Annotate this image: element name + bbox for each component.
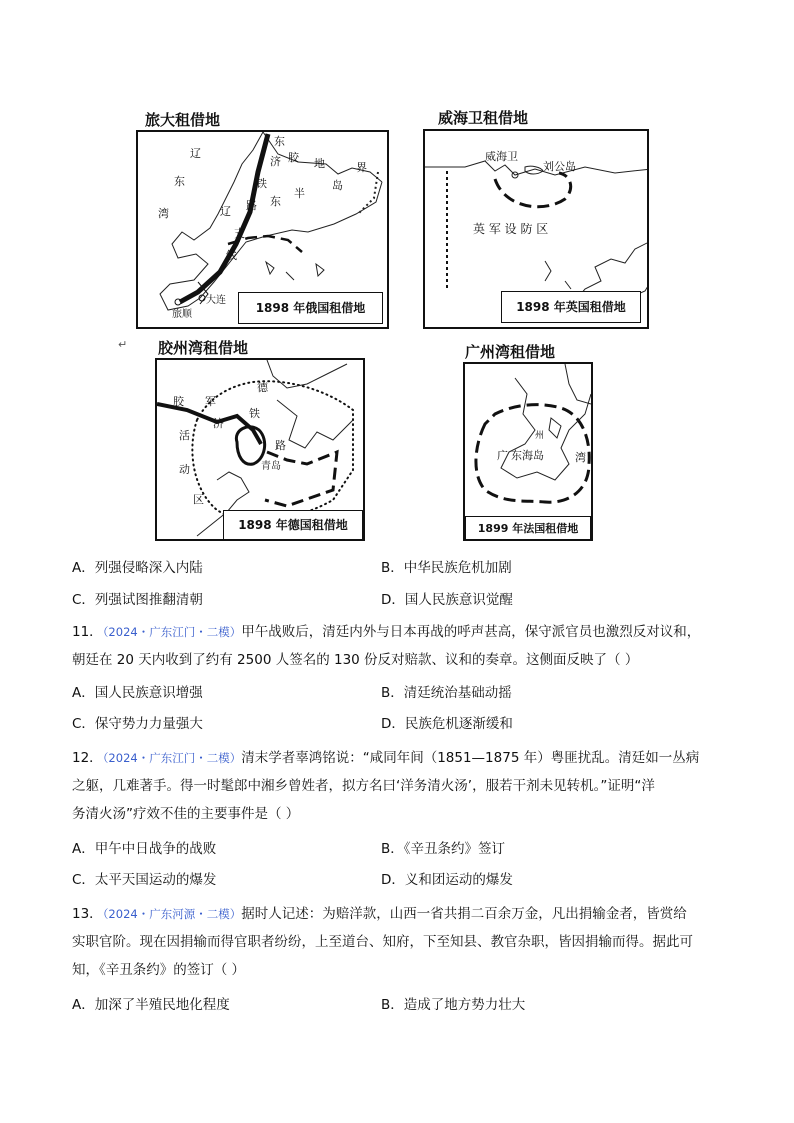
map-lvda-label-lvshun: 旅顺 xyxy=(172,309,192,320)
map-jiaozhou-caption: 1898 年德国租借地 xyxy=(223,510,363,540)
map-lvda-label-dong: 东 xyxy=(174,175,185,188)
q12-source: （2024・广东江门・二模） xyxy=(102,751,242,765)
map-jiaozhou-label-ji: 济 xyxy=(213,417,224,430)
map-lvda-label-jie: 界 xyxy=(356,161,367,174)
map-lvda-label-lu: 路 xyxy=(246,199,257,212)
q11-option-b: B．清廷统治基础动摇 xyxy=(381,685,512,701)
map-jiaozhou-label-de: 德 xyxy=(257,381,268,394)
map-weihai-label-liugong: 刘公岛 xyxy=(543,160,576,173)
map-lvda-label-di: 地 xyxy=(314,157,325,170)
map-lvda-label-liao: 辽 xyxy=(190,147,201,160)
map-lvda-label-ban: 半 xyxy=(294,187,305,200)
map-lvda-label-wan: 湾 xyxy=(158,207,169,220)
map-title-jiaozhou: 胶州湾租借地 xyxy=(158,339,249,357)
map-weihai xyxy=(423,129,649,329)
q13-option-b: B．造成了地方势力壮大 xyxy=(381,997,526,1013)
map-lvda-label-liao2: 辽 xyxy=(220,205,231,218)
q13-stem xyxy=(72,900,732,984)
map-guangzhou-label-donghai: 东海岛 xyxy=(511,449,544,462)
map-lvda-label-dao: 岛 xyxy=(332,179,343,192)
map-title-lvda: 旅大租借地 xyxy=(145,111,221,129)
q12-line2: 之躯，几难著手。得一时髦郎中湘乡曾姓者，拟方名曰‘洋务清火汤’，服若干剂未见转机。”证明“洋 xyxy=(72,778,655,794)
map-guangzhou-caption: 1899 年法国租借地 xyxy=(465,516,591,541)
map-lvda-label-ji: 济 xyxy=(270,155,281,168)
q12-option-a: A．甲午中日战争的战败 xyxy=(72,841,217,857)
q13-line2: 实职官阶。现在因捐输而得官职者纷纷，上至道台、知府，下至知县、教官杂职，皆因捐输而得。据此可 xyxy=(72,934,693,950)
map-jiaozhou-label-dong: 动 xyxy=(179,463,190,476)
map-weihai-label-weihaiwei: 威海卫 xyxy=(485,150,518,163)
q12-option-b: B．《辛丑条约》签订 xyxy=(381,841,506,857)
map-lvda-label-tie: 铁 xyxy=(256,177,267,190)
q11-option-d: D．民族危机逐渐缓和 xyxy=(381,716,513,732)
q13-line3: 知，《辛丑条约》的签订（ ） xyxy=(72,962,246,978)
q10-option-c: C．列强试图推翻清朝 xyxy=(72,592,203,608)
map-jiaozhou-label-lu: 路 xyxy=(275,439,286,452)
q12-option-c: C．太平天国运动的爆发 xyxy=(72,872,217,888)
map-lvda-label-dong3: 东 xyxy=(270,195,281,208)
map-jiaozhou xyxy=(155,358,365,541)
q10-option-d: D．国人民族意识觉醒 xyxy=(381,592,513,608)
return-arrow-icon: ↵ xyxy=(118,338,128,351)
map-jiaozhou-label-tie: 铁 xyxy=(249,407,260,420)
q13-option-a: A．加深了半殖民地化程度 xyxy=(72,997,230,1013)
map-guangzhou-label-zhou: 州 xyxy=(535,431,545,441)
map-weihai-caption: 1898 年英国租借地 xyxy=(501,291,641,323)
map-weihai-label-zone: 英 军 设 防 区 xyxy=(473,222,549,236)
q13-source: （2024・广东河源・二模） xyxy=(102,907,242,921)
q11-option-c: C．保守势力力量强大 xyxy=(72,716,203,732)
map-lvda-label-xian: 线 xyxy=(226,249,237,262)
map-title-weihai: 威海卫租借地 xyxy=(438,109,529,127)
q12-option-d: D．义和团运动的爆发 xyxy=(381,872,513,888)
map-jiaozhou-label-qu: 区 xyxy=(193,493,204,506)
q10-option-b: B．中华民族危机加剧 xyxy=(381,560,512,576)
q13-line1: 据时人记述：为赔洋款，山西一省共捐二百余万金，凡出捐输金者，皆赏给 xyxy=(241,906,687,922)
map-lvda-caption: 1898 年俄国租借地 xyxy=(238,292,383,324)
q11-line1: 甲午战败后，清廷内外与日本再战的呼声甚高，保守派官员也激烈反对议和， xyxy=(241,624,701,640)
q11-option-a: A．国人民族意识增强 xyxy=(72,685,203,701)
map-jiaozhou-label-jiao: 胶 xyxy=(173,395,184,408)
map-guangzhou-label-guang: 广 xyxy=(497,449,508,462)
map-lvda-label-zhi: 支 xyxy=(234,227,245,240)
q12-line3: 务清火汤”疗效不佳的主要事件是（ ） xyxy=(72,806,300,822)
map-guangzhou-label-wan: 湾 xyxy=(575,451,586,464)
map-title-guangzhou: 广州湾租借地 xyxy=(465,343,556,361)
map-lvda-label-jiao: 胶 xyxy=(288,151,299,164)
q11-number: 11． xyxy=(72,624,103,640)
q11-source: （2024・广东江门・二模） xyxy=(102,625,242,639)
q13-number: 13． xyxy=(72,906,103,922)
q12-line1: 清末学者辜鸿铭说：“咸同年间（1851—1875 年）粤匪扰乱。清廷如一丛病 xyxy=(241,750,700,766)
map-lvda-label-dong2: 东 xyxy=(274,135,285,148)
map-jiaozhou-label-huo: 活 xyxy=(179,429,190,442)
map-lvda xyxy=(136,130,389,329)
q10-option-a: A．列强侵略深入内陆 xyxy=(72,560,203,576)
map-jiaozhou-label-jun: 军 xyxy=(205,395,216,408)
map-guangzhou xyxy=(463,362,593,541)
map-lvda-label-dalian: 大连 xyxy=(206,295,226,306)
map-jiaozhou-label-qingdao: 青岛 xyxy=(261,461,281,472)
q11-line2: 朝廷在 20 天内收到了约有 2500 人签名的 130 份反对赔款、议和的奏章。这侧面反映了（ ） xyxy=(72,652,639,668)
q12-number: 12． xyxy=(72,750,103,766)
q11-stem xyxy=(72,618,732,674)
q12-stem xyxy=(72,744,732,828)
